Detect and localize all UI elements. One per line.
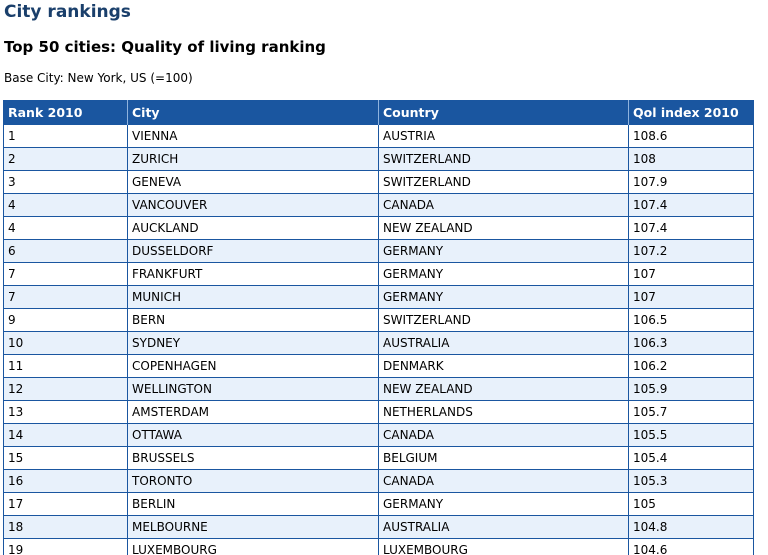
column-header-rank: Rank 2010 [4,100,128,125]
rank-cell: 6 [4,240,128,263]
city-cell: TORONTO [128,470,379,493]
country-cell: AUSTRIA [379,125,629,148]
country-cell: GERMANY [379,493,629,516]
column-header-city: City [128,100,379,125]
country-cell: DENMARK [379,355,629,378]
column-header-qol-index: Qol index 2010 [629,100,754,125]
city-cell: WELLINGTON [128,378,379,401]
city-cell: DUSSELDORF [128,240,379,263]
qol-index-cell: 105 [629,493,754,516]
page-title: City rankings [4,2,131,22]
qol-index-cell: 107 [629,263,754,286]
rank-cell: 3 [4,171,128,194]
qol-index-cell: 104.6 [629,539,754,555]
table-row [4,240,754,263]
rank-cell: 9 [4,309,128,332]
table-row [4,332,754,355]
country-cell: SWITZERLAND [379,309,629,332]
rank-cell: 12 [4,378,128,401]
table-row [4,171,754,194]
table-row [4,309,754,332]
qol-index-cell: 104.8 [629,516,754,539]
qol-index-cell: 105.5 [629,424,754,447]
qol-index-cell: 105.4 [629,447,754,470]
table-row [4,447,754,470]
qol-index-cell: 107 [629,286,754,309]
qol-index-cell: 107.4 [629,217,754,240]
city-cell: FRANKFURT [128,263,379,286]
qol-index-cell: 107.2 [629,240,754,263]
country-cell: NEW ZEALAND [379,378,629,401]
rank-cell: 13 [4,401,128,424]
rank-cell: 1 [4,125,128,148]
rank-cell: 7 [4,263,128,286]
table-row [4,125,754,148]
rankings-table-container [3,100,753,555]
ranking-subtitle: Top 50 cities: Quality of living ranking [4,38,326,56]
city-cell: GENEVA [128,171,379,194]
qol-index-cell: 105.7 [629,401,754,424]
table-row [4,194,754,217]
table-header [4,100,754,125]
table-row [4,470,754,493]
country-cell: CANADA [379,194,629,217]
city-cell: BERLIN [128,493,379,516]
country-cell: CANADA [379,424,629,447]
rank-cell: 10 [4,332,128,355]
rank-cell: 15 [4,447,128,470]
country-cell: SWITZERLAND [379,148,629,171]
city-cell: BERN [128,309,379,332]
rank-cell: 19 [4,539,128,555]
table-row [4,424,754,447]
rank-cell: 2 [4,148,128,171]
rankings-table [3,100,754,555]
table-body [4,125,754,555]
rank-cell: 16 [4,470,128,493]
rank-cell: 17 [4,493,128,516]
country-cell: GERMANY [379,263,629,286]
city-cell: ZURICH [128,148,379,171]
city-cell: LUXEMBOURG [128,539,379,555]
table-header-row [4,100,754,125]
rank-cell: 4 [4,194,128,217]
table-row [4,539,754,555]
qol-index-cell: 108 [629,148,754,171]
city-cell: OTTAWA [128,424,379,447]
city-cell: AMSTERDAM [128,401,379,424]
city-cell: MUNICH [128,286,379,309]
country-cell: AUSTRALIA [379,332,629,355]
qol-index-cell: 106.3 [629,332,754,355]
table-row [4,263,754,286]
rank-cell: 4 [4,217,128,240]
city-cell: VANCOUVER [128,194,379,217]
country-cell: GERMANY [379,240,629,263]
qol-index-cell: 108.6 [629,125,754,148]
country-cell: AUSTRALIA [379,516,629,539]
city-cell: BRUSSELS [128,447,379,470]
qol-index-cell: 105.9 [629,378,754,401]
table-row [4,401,754,424]
country-cell: CANADA [379,470,629,493]
table-row [4,378,754,401]
city-cell: VIENNA [128,125,379,148]
country-cell: GERMANY [379,286,629,309]
table-row [4,493,754,516]
table-row [4,516,754,539]
table-row [4,148,754,171]
country-cell: NETHERLANDS [379,401,629,424]
city-cell: MELBOURNE [128,516,379,539]
table-row [4,286,754,309]
rank-cell: 7 [4,286,128,309]
column-header-country: Country [379,100,629,125]
country-cell: SWITZERLAND [379,171,629,194]
qol-index-cell: 106.2 [629,355,754,378]
base-city-note: Base City: New York, US (=100) [4,71,193,85]
country-cell: LUXEMBOURG [379,539,629,555]
qol-index-cell: 106.5 [629,309,754,332]
qol-index-cell: 105.3 [629,470,754,493]
qol-index-cell: 107.4 [629,194,754,217]
rank-cell: 14 [4,424,128,447]
table-row [4,217,754,240]
city-cell: AUCKLAND [128,217,379,240]
country-cell: NEW ZEALAND [379,217,629,240]
city-cell: COPENHAGEN [128,355,379,378]
city-cell: SYDNEY [128,332,379,355]
rank-cell: 11 [4,355,128,378]
qol-index-cell: 107.9 [629,171,754,194]
table-row [4,355,754,378]
country-cell: BELGIUM [379,447,629,470]
rank-cell: 18 [4,516,128,539]
